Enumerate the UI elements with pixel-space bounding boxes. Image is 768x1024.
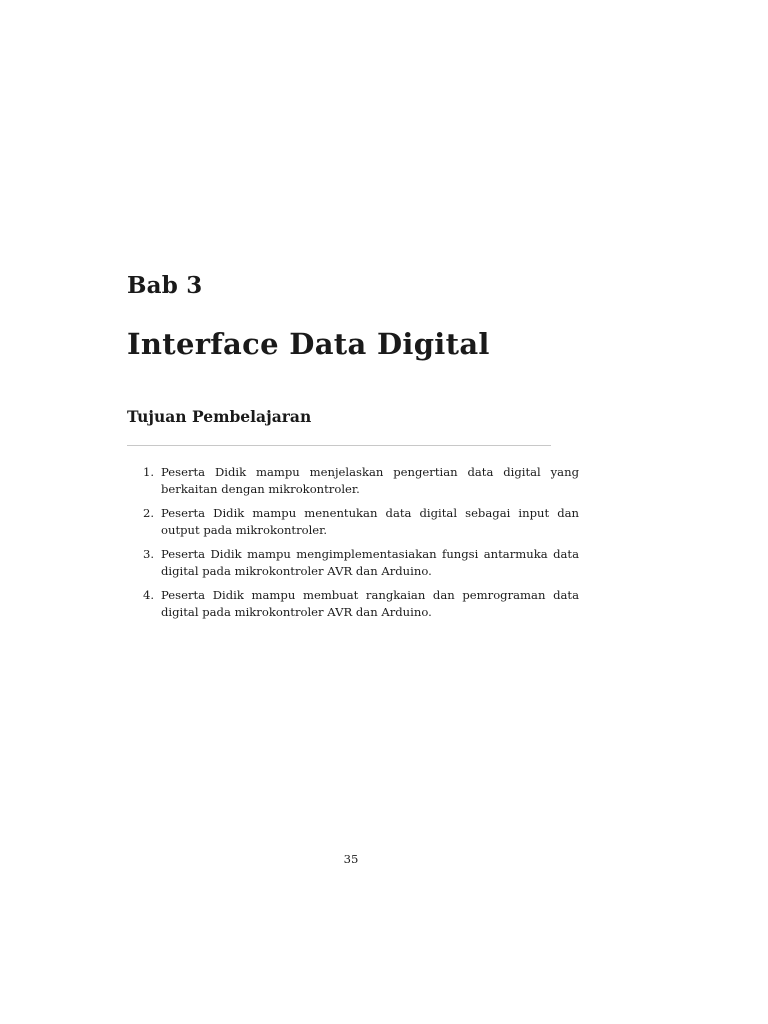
chapter-label: Bab 3 — [127, 272, 203, 299]
objective-item — [127, 464, 579, 498]
objective-text: Peserta Didik mampu membuat rangkaian dan pemrograman data digital pada mikrokontroler AVR dan Arduino. — [161, 588, 579, 619]
page-number: 35 — [343, 852, 359, 866]
objective-text: Peserta Didik mampu mengimplementasiakan fungsi antarmuka data digital pada mikrokontroler AVR dan Arduino. — [161, 547, 579, 578]
chapter-title: Interface Data Digital — [127, 327, 490, 361]
objective-number: 3. — [143, 547, 155, 561]
objective-text: Peserta Didik mampu menentukan data digital sebagai input dan output pada mikrokontroler. — [161, 506, 579, 537]
objective-text: Peserta Didik mampu menjelaskan pengertian data digital yang berkaitan dengan mikrokontroler. — [161, 465, 579, 496]
objective-number: 4. — [143, 588, 155, 602]
objectives-list — [127, 464, 579, 628]
horizontal-rule — [127, 445, 551, 446]
objective-item — [127, 546, 579, 580]
objective-item — [127, 587, 579, 621]
objective-item — [127, 505, 579, 539]
objective-number: 2. — [143, 506, 155, 520]
objective-number: 1. — [143, 465, 155, 479]
section-heading: Tujuan Pembelajaran — [127, 407, 312, 426]
